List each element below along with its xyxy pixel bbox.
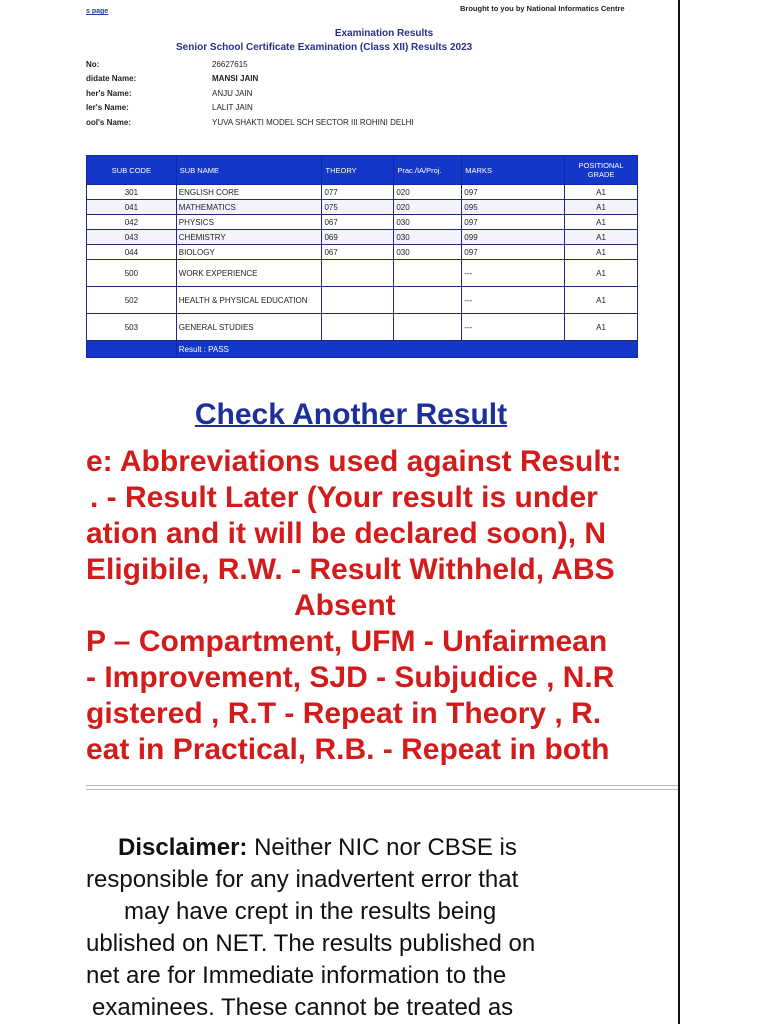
col-header-grade: POSITIONAL GRADE: [565, 156, 638, 185]
cell-marks: 097: [462, 185, 565, 200]
result-row: [87, 341, 638, 358]
page-subtitle: Senior School Certificate Examination (Class XII) Results 2023: [176, 42, 473, 53]
result-spacer: [87, 341, 177, 358]
cell-sub-name: CHEMISTRY: [176, 230, 322, 245]
cell-sub-code: 503: [87, 314, 177, 341]
abbrev-line: - Improvement, SJD - Subjudice , N.R: [86, 661, 615, 694]
cell-sub-name: ENGLISH CORE: [176, 185, 322, 200]
abbrev-line: eat in Practical, R.B. - Repeat in both: [86, 733, 610, 766]
check-another-result-link[interactable]: Check Another Result: [194, 398, 508, 431]
table-row: [87, 185, 638, 200]
cell-theory: [322, 287, 394, 314]
table-row: [87, 215, 638, 230]
cell-sub-code: 044: [87, 245, 177, 260]
father-label: ler's Name:: [86, 103, 129, 113]
result-value: PASS: [208, 344, 229, 354]
abbrev-line: e: Abbreviations used against Result:: [86, 445, 622, 478]
disclaimer-line: ublished on NET. The results published on: [86, 930, 536, 957]
table-row: [87, 287, 638, 314]
cell-theory: 069: [322, 230, 394, 245]
page-right-border: [678, 0, 680, 1024]
cell-theory: 075: [322, 200, 394, 215]
abbrev-line: Eligibile, R.W. - Result Withheld, ABS: [86, 553, 615, 586]
father-value: LALIT JAIN: [212, 103, 253, 113]
cell-marks: ---: [462, 287, 565, 314]
cell-marks: 095: [462, 200, 565, 215]
mother-row: [86, 86, 414, 101]
disclaimer-first-line: [118, 832, 517, 864]
cell-theory: 067: [322, 245, 394, 260]
table-row: [87, 260, 638, 287]
col-header-sub-code: SUB CODE: [87, 156, 177, 185]
cell-sub-name: WORK EXPERIENCE: [176, 260, 322, 287]
page-link[interactable]: s page: [86, 8, 109, 15]
cell-grade: A1: [565, 200, 638, 215]
cell-practical: [394, 287, 462, 314]
cell-practical: 020: [394, 185, 462, 200]
cell-marks: 097: [462, 215, 565, 230]
table-header-row: [87, 156, 638, 185]
col-header-marks: MARKS: [462, 156, 565, 185]
table-row: [87, 230, 638, 245]
cell-sub-code: 041: [87, 200, 177, 215]
col-header-practical: Prac./IA/Proj.: [394, 156, 462, 185]
cell-sub-code: 301: [87, 185, 177, 200]
roll-value: 26627615: [212, 59, 248, 69]
cell-practical: 030: [394, 230, 462, 245]
cell-sub-name: GENERAL STUDIES: [176, 314, 322, 341]
credit-text: Brought to you by National Informatics Centre: [460, 4, 625, 13]
disclaimer-line: responsible for any inadvertent error that: [86, 866, 519, 893]
disclaimer-line: may have crept in the results being: [124, 898, 497, 925]
abbrev-line: ation and it will be declared soon), N: [86, 517, 607, 550]
father-row: [86, 101, 414, 116]
abbrev-line: gistered , R.T - Repeat in Theory , R.: [86, 697, 602, 730]
col-header-sub-name: SUB NAME: [176, 156, 322, 185]
table-row: [87, 200, 638, 215]
result-label: Result :: [178, 344, 206, 354]
cell-grade: A1: [565, 215, 638, 230]
cell-sub-name: HEALTH & PHYSICAL EDUCATION: [176, 287, 322, 314]
disclaimer-line: examinees. These cannot be treated as: [92, 994, 514, 1021]
cell-practical: [394, 260, 462, 287]
school-label: ool's Name:: [86, 117, 132, 127]
cell-grade: A1: [565, 185, 638, 200]
cell-sub-code: 500: [87, 260, 177, 287]
cell-marks: ---: [462, 314, 565, 341]
roll-label: No:: [86, 59, 100, 69]
roll-row: [86, 57, 414, 72]
abbrev-line: Absent: [294, 589, 396, 622]
cell-grade: A1: [565, 260, 638, 287]
disclaimer: [86, 830, 678, 1024]
result-cell: [176, 341, 637, 358]
cell-grade: A1: [565, 314, 638, 341]
name-row: [86, 72, 414, 87]
table-row: [87, 314, 638, 341]
cell-grade: A1: [565, 230, 638, 245]
cell-practical: 020: [394, 200, 462, 215]
candidate-info: [86, 57, 414, 130]
cell-sub-code: 502: [87, 287, 177, 314]
cell-marks: 097: [462, 245, 565, 260]
cell-grade: A1: [565, 245, 638, 260]
cell-sub-code: 043: [87, 230, 177, 245]
section-divider: [86, 785, 678, 790]
cell-practical: [394, 314, 462, 341]
mother-value: ANJU JAIN: [212, 88, 253, 98]
name-value: MANSI JAIN: [212, 74, 259, 84]
cell-sub-code: 042: [87, 215, 177, 230]
cell-marks: ---: [462, 260, 565, 287]
cell-theory: [322, 260, 394, 287]
disclaimer-label: Disclaimer:: [118, 834, 248, 861]
cell-practical: 030: [394, 245, 462, 260]
school-value: YUVA SHAKTI MODEL SCH SECTOR III ROHINI DELHI: [212, 117, 414, 127]
marks-table: [86, 155, 638, 358]
cell-sub-name: MATHEMATICS: [176, 200, 322, 215]
page-title: Examination Results: [334, 28, 434, 39]
disclaimer-line: net are for Immediate information to the: [86, 962, 507, 989]
disclaimer-text: Neither NIC nor CBSE is: [247, 834, 517, 861]
cell-sub-name: BIOLOGY: [176, 245, 322, 260]
col-header-theory: THEORY: [322, 156, 394, 185]
cell-grade: A1: [565, 287, 638, 314]
cell-practical: 030: [394, 215, 462, 230]
cell-marks: 099: [462, 230, 565, 245]
cell-theory: 067: [322, 215, 394, 230]
cell-theory: [322, 314, 394, 341]
name-label: didate Name:: [86, 74, 137, 84]
cell-theory: 077: [322, 185, 394, 200]
school-row: [86, 115, 414, 130]
cell-sub-name: PHYSICS: [176, 215, 322, 230]
abbreviations-note: [86, 444, 678, 770]
abbrev-line: . - Result Later (Your result is under: [90, 481, 598, 514]
abbrev-line: P – Compartment, UFM - Unfairmean: [86, 625, 608, 658]
mother-label: her's Name:: [86, 88, 132, 98]
table-row: [87, 245, 638, 260]
